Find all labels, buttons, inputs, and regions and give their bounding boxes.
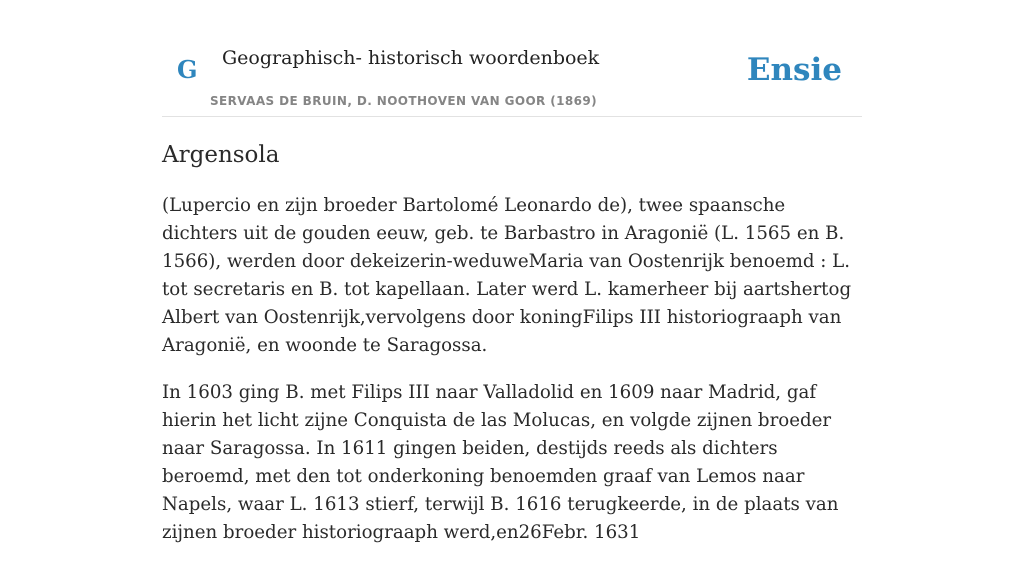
- book-logo-icon[interactable]: G: [177, 55, 198, 84]
- book-authors: SERVAAS DE BRUIN, D. NOOTHOVEN VAN GOOR (1869): [210, 94, 598, 108]
- entry-title: Argensola: [162, 142, 280, 168]
- ensie-logo[interactable]: Ensie: [746, 52, 842, 88]
- header: [162, 0, 862, 117]
- entry-body: [162, 192, 862, 566]
- book-title[interactable]: Geographisch- historisch woordenboek: [222, 47, 600, 69]
- entry-paragraph: (Lupercio en zijn broeder Bartolomé Leonardo de), twee spaansche dichters uit de gouden eeuw, geb. te Barbastro in Aragonië (L. 1565 en B. 1566), werden door dekeizerin-weduweMaria van Oostenrijk benoemd : L. tot secretaris en B. tot kapellaan. Later werd L. kamerheer bij aartshertog Albert van Oostenrijk,vervolgens door koningFilips III historiograaph van Aragonië, en woonde te Saragossa.: [162, 195, 852, 356]
- entry-paragraph: In 1603 ging B. met Filips III naar Valladolid en 1609 naar Madrid, gaf hierin het licht zijne Conquista de las Molucas, en volgde zijnen broeder naar Saragossa. In 1611 gingen beiden, destijds reeds als dichters beroemd, met den tot onderkoning benoemden graaf van Lemos naar Napels, waar L. 1613 stierf, terwijl B. 1616 terugkeerde, in de plaats van zijnen broeder historiograaph werd,en26Febr. 1631: [162, 382, 839, 543]
